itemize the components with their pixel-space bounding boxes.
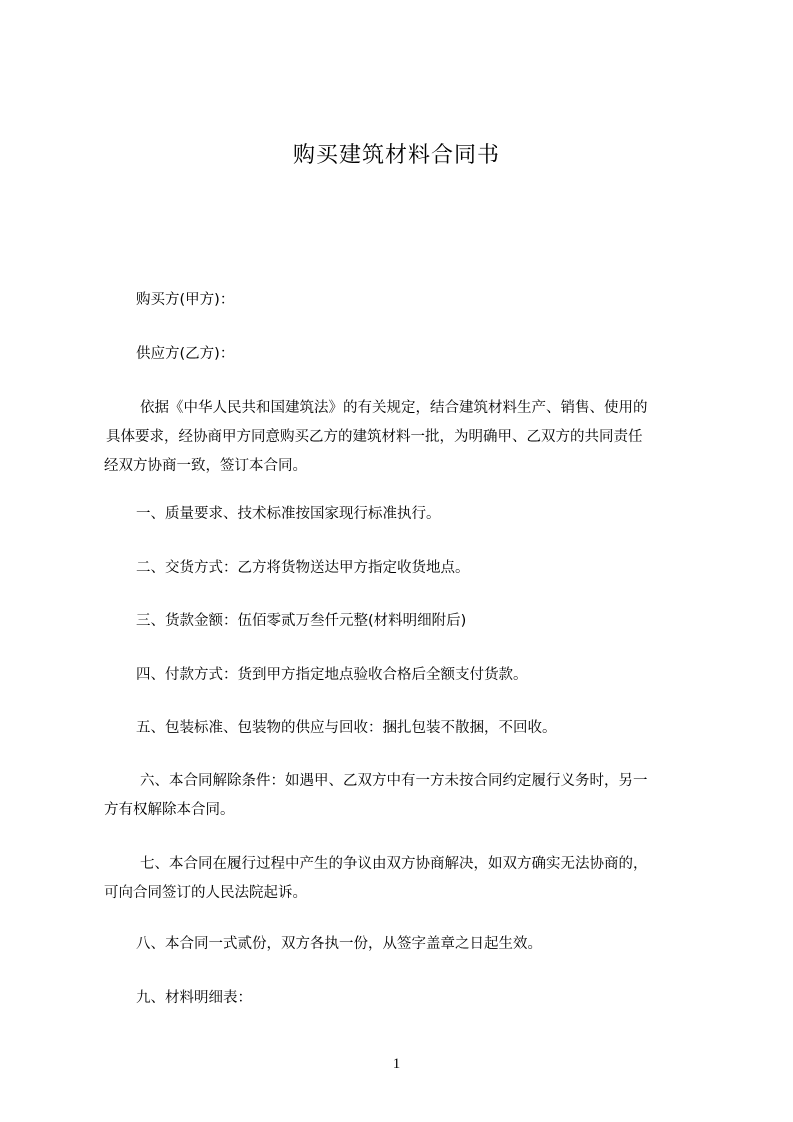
clause-7-line: 可向合同签订的人民法院起诉。	[104, 885, 307, 901]
supplier-label: 供应方(乙方)：	[136, 346, 235, 362]
clause-2: 二、交货方式：乙方将货物送达甲方指定收货地点。	[136, 560, 470, 576]
preamble-line: 依据《中华人民共和国建筑法》的有关规定，结合建筑材料生产、销售、使用的	[140, 400, 648, 416]
clause-8: 八、本合同一式贰份，双方各执一份，从签字盖章之日起生效。	[136, 936, 542, 952]
clause-1: 一、质量要求、技术标准按国家现行标准执行。	[136, 506, 441, 522]
clause-5: 五、包装标准、包装物的供应与回收：捆扎包装不散捆，不回收。	[136, 720, 557, 736]
document-title: 购买建筑材料合同书	[292, 143, 500, 168]
clause-6-line: 六、本合同解除条件：如遇甲、乙双方中有一方未按合同约定履行义务时，另一	[140, 773, 648, 789]
clause-4: 四、付款方式：货到甲方指定地点验收合格后全额支付货款。	[136, 667, 528, 683]
clause-3: 三、货款金额：伍佰零贰万叁仟元整(材料明细附后)	[136, 613, 467, 629]
preamble-line: 经双方协商一致，签订本合同。	[104, 458, 307, 474]
clause-9: 九、材料明细表：	[136, 990, 252, 1006]
clause-7-line: 七、本合同在履行过程中产生的争议由双方协商解决，如双方确实无法协商的，	[140, 856, 648, 872]
buyer-label: 购买方(甲方)：	[136, 292, 235, 308]
preamble-line: 具体要求，经协商甲方同意购买乙方的建筑材料一批，为明确甲、乙双方的共同责任	[106, 429, 643, 445]
clause-6-line: 方有权解除本合同。	[104, 802, 235, 818]
page-number: 1	[392, 1056, 401, 1072]
